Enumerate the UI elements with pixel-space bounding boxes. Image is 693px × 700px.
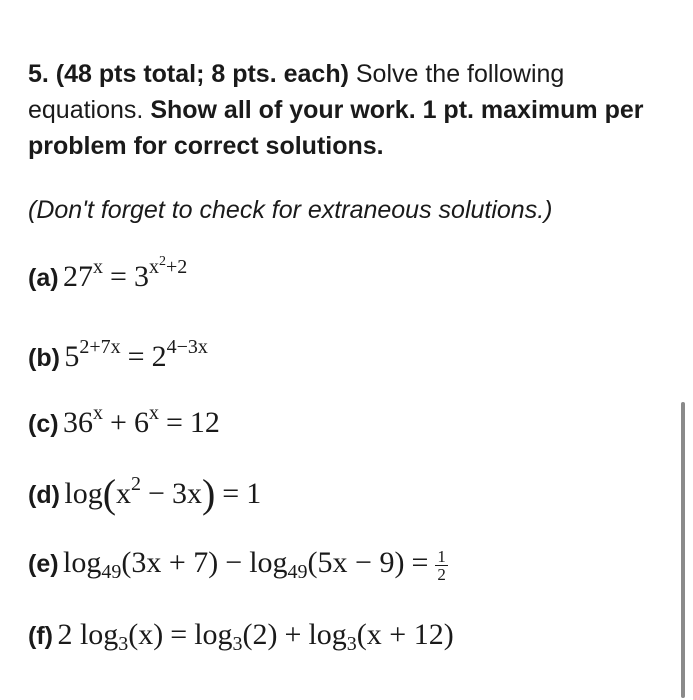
- question-heading: [28, 56, 668, 164]
- problem-f: [28, 618, 454, 656]
- problem-label: (c): [28, 410, 59, 438]
- problem-a: [28, 254, 187, 294]
- equation: 2 $\log_3(x) = \log_3(2) + \log_3(x + 12)$: [57, 618, 454, 655]
- problem-e: [28, 546, 448, 584]
- equation: $\log_{49}(3x + 7) - \log_{49}(5x - 9)$ = $\frac{1}{2}$: [63, 546, 446, 584]
- scrollbar[interactable]: [681, 402, 685, 698]
- question-number: 5. (48 pts total; 8 pts. each): [28, 60, 349, 88]
- problem-label: (d): [28, 481, 60, 509]
- equation: $5^{2+7x} = 2^{4-3x}$: [64, 336, 208, 373]
- extraneous-note: (Don't forget to check for extraneous solutions.): [28, 196, 553, 224]
- problem-d: [28, 470, 261, 517]
- equation: $\log(x^2 - 3x) = 1$: [64, 471, 262, 516]
- worksheet: [28, 56, 668, 655]
- fraction: $\frac{1}{2}$: [437, 546, 446, 584]
- problem-label: (f): [28, 622, 53, 650]
- problem-label: (b): [28, 344, 60, 372]
- problem-c: [28, 402, 220, 440]
- question-rule: Show all of your work. 1 pt. maximum per problem for correct solutions.: [28, 96, 644, 160]
- problem-label: (a): [28, 264, 59, 292]
- equation: $27^x = 3^{x^2+2}$: [63, 254, 188, 293]
- problem-b: [28, 336, 208, 374]
- equation: $36^x + 6^x = 12$: [63, 402, 220, 439]
- question-instruction: Solve the following equations.: [28, 60, 565, 124]
- problem-label: (e): [28, 550, 59, 578]
